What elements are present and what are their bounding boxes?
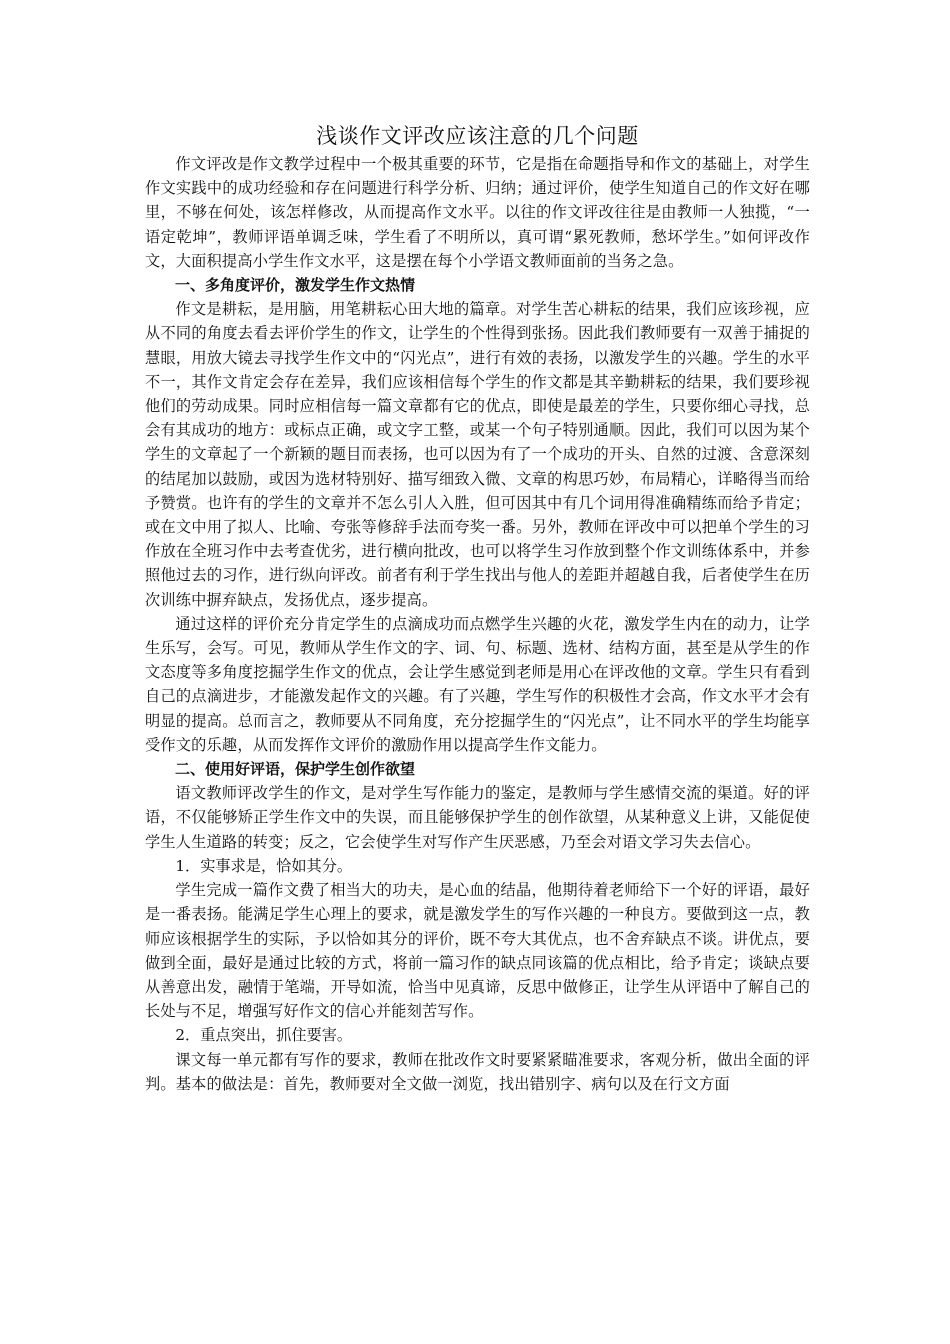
section-heading-2: 二、使用好评语，保护学生创作欲望 xyxy=(175,760,416,779)
section2-paragraph-1: 语文教师评改学生的作文，是对学生写作能力的鉴定，是教师与学生感情交流的渠道。好的评语，不仅能够矫正学生作文中的失误，而且能够保护学生的创作欲望，从某种意义上讲，又能促使学生人生道路的转变；反之，它会使学生对写作产生厌恶感，乃至会对语文学习失去信心。 xyxy=(145,784,810,851)
list-item-1: 1．实事求是，恰如其分。 xyxy=(175,856,353,875)
section-heading-1: 一、多角度评价，激发学生作文热情 xyxy=(175,276,416,295)
section1-paragraph-2: 通过这样的评价充分肯定学生的点滴成功而点燃学生兴趣的火花，激发学生内在的动力，让学生乐写，会写。可见，教师从学生作文的字、词、句、标题、选材、结构方面，甚至是从学生的作文态度等多角度挖掘学生作文的优点，会让学生感觉到老师是用心在评改他的文章。学生只有看到自己的点滴进步，才能激发起作文的兴趣。有了兴趣，学生写作的积极性才会高，作文水平才会有明显的提高。总而言之，教师要从不同角度，充分挖掘学生的“闪光点”，让不同水平的学生均能享受作文的乐趣，从而发挥作文评价的激励作用以提高学生作文能力。 xyxy=(145,614,810,754)
document-title: 浅谈作文评改应该注意的几个问题 xyxy=(316,124,639,148)
intro-paragraph: 作文评改是作文教学过程中一个极其重要的环节，它是指在命题指导和作文的基础上，对学生作文实践中的成功经验和存在问题进行科学分析、归纳；通过评价，使学生知道自己的作文好在哪里，不够在何处，该怎样修改，从而提高作文水平。以往的作文评改往往是由教师一人独揽，“一语定乾坤”，教师评语单调乏味，学生看了不明所以，真可谓“累死教师，愁坏学生。”如何评改作文，大面积提高小学生作文水平，这是摆在每个小学语文教师面前的当务之急。 xyxy=(145,155,810,270)
section1-paragraph-1: 作文是耕耘，是用脑，用笔耕耘心田大地的篇章。对学生苦心耕耘的结果，我们应该珍视，应从不同的角度去看去评价学生的作文，让学生的个性得到张扬。因此我们教师要有一双善于捕捉的慧眼，用放大镜去寻找学生作文中的“闪光点”，进行有效的表扬，以激发学生的兴趣。学生的水平不一，其作文肯定会存在差异，我们应该相信每个学生的作文都是其辛勤耕耘的结果，我们要珍视他们的劳动成果。同时应相信每一篇文章都有它的优点，即使是最差的学生，只要你细心寻找，总会有其成功的地方：或标点正确，或文字工整，或某一个句子特别通顺。因此，我们可以因为某个学生的文章起了一个新颖的题目而表扬，也可以因为有了一个成功的开头、自然的过渡、含意深刻的结尾加以鼓励，或因为选材特别好、描写细致入微、文章的构思巧妙，布局精心，详略得当而给予赞赏。也许有的学生的文章并不怎么引人入胜，但可因其中有几个词用得准确精练而给予肯定；或在文中用了拟人、比喻、夸张等修辞手法而夸奖一番。另外，教师在评改中可以把单个学生的习作放在全班习作中去考查优劣，进行横向批改，也可以将学生习作放到整个作文训练体系中，并参照他过去的习作，进行纵向评改。前者有利于学生找出与他人的差距并超越自我，后者使学生在历次训练中摒弃缺点，发扬优点，逐步提高。 xyxy=(145,300,810,609)
list-item-2: 2．重点突出，抓住要害。 xyxy=(175,1026,353,1045)
document-page xyxy=(145,120,810,1096)
section2-paragraph-2: 学生完成一篇作文费了相当大的功夫，是心血的结晶，他期待着老师给下一个好的评语，最好是一番表扬。能满足学生心理上的要求，就是激发学生的写作兴趣的一种良方。要做到这一点，教师应该根据学生的实际，予以恰如其分的评价，既不夸大其优点，也不舍弃缺点不谈。讲优点，要做到全面，最好是通过比较的方式，将前一篇习作的缺点同该篇的优点相比，给予肯定；谈缺点要从善意出发，融情于笔端，开导如流，恰当中见真谛，反思中做修正，让学生从评语中了解自己的长处与不足，增强写好作文的信心并能刻苦写作。 xyxy=(145,881,810,1021)
section2-paragraph-3: 课文每一单元都有写作的要求，教师在批改作文时要紧紧瞄准要求，客观分析，做出全面的评判。基本的做法是：首先，教师要对全文做一浏览，找出错别字、病句以及在行文方面 xyxy=(145,1050,810,1093)
